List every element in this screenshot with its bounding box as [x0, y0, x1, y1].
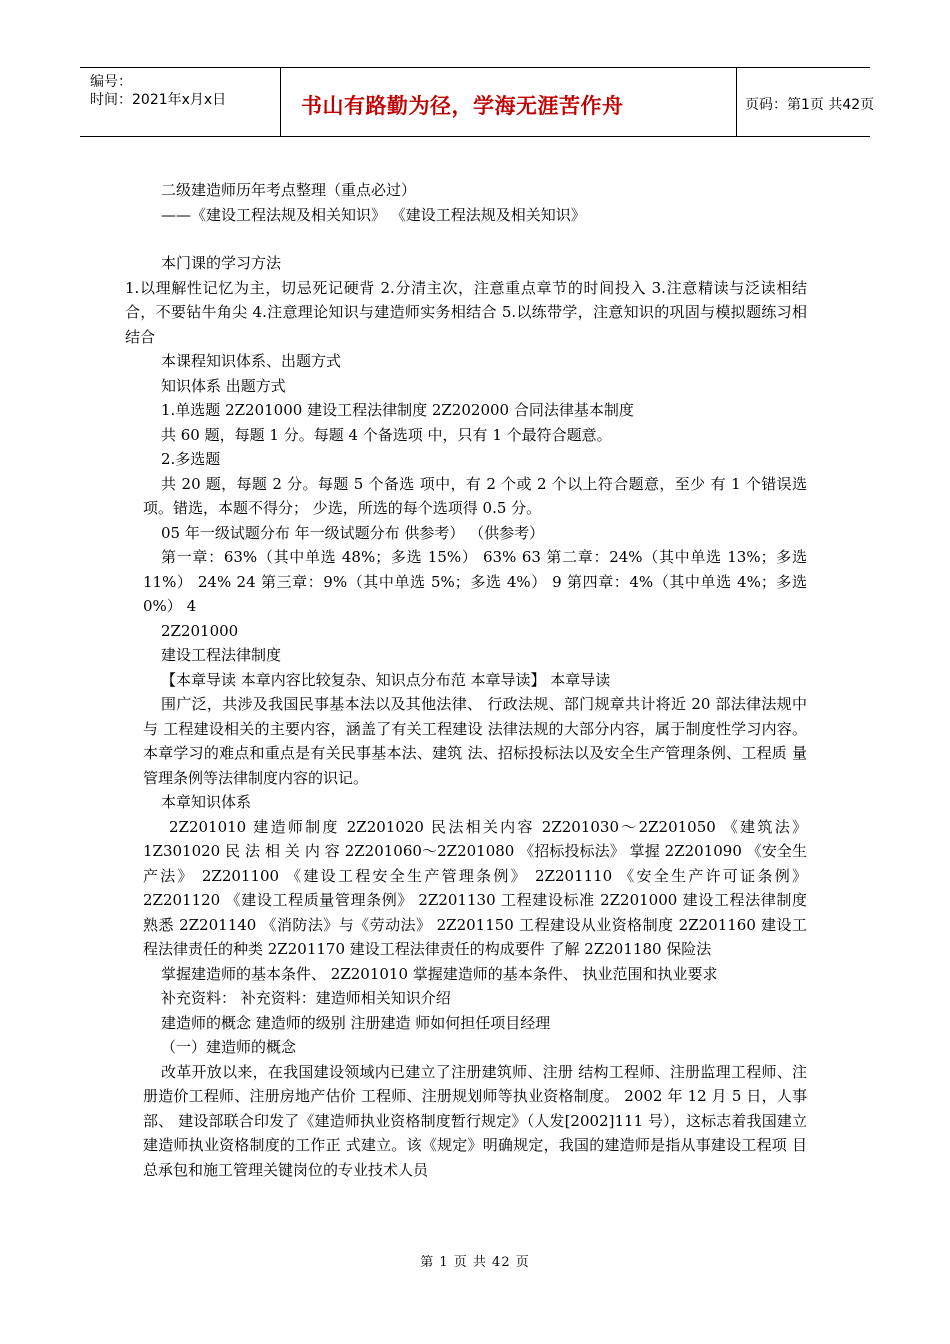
paragraph: 2Z201010 建造师制度 2Z201020 民法相关内容 2Z201030～2Z201050 《建筑法》 1Z301020 民 法 相 关 内 容 2Z201060～2Z201080 《招标投标法》 掌握 2Z201090 《安全生产法》 2Z201100 《建设工程安全生产管理条例》 2Z201110 《安全生产许可证条例》 2Z201120 《建设工程质量管理条例》 2Z201130 工程建设标准 2Z201000 建设工程法律制度 熟悉 2Z201140 《消防法》与《劳动法》 2Z201150 工程建设从业资格制度 2Z201160 建设工程法律责任的种类 2Z201170 建设工程法律责任的构成要件 了解 2Z201180 保险法 — [143, 817, 807, 958]
header-page-info: 页码：第1页 共42页 — [745, 97, 875, 113]
paragraph: 05 年一级试题分布 年一级试题分布 供参考） （供参考） — [161, 523, 545, 542]
paragraph: 本门课的学习方法 — [161, 254, 282, 272]
spacer — [143, 227, 807, 251]
paragraph: 掌握建造师的基本条件、 2Z201010 掌握建造师的基本条件、 执业范围和执业要求 — [161, 964, 718, 983]
paragraph: 建造师的概念 建造师的级别 注册建造 师如何担任项目经理 — [161, 1013, 551, 1032]
paragraph: 改革开放以来，在我国建设领域内已建立了注册建筑师、注册 结构工程师、注册监理工程师、注册造价工程师、注册房地产估价 工程师、注册规划师等执业资格制度。 2002 年 12 月 5 日，人事部、 建设部联合印发了《建造师执业资格制度暂行规定》（人发[2002]111 号），这标志着我国建立建造师执业资格制度的工作正 式建立。该《规定》明确规定，我国的建造师是指从事建设工程项 目总承包和施工管理关键岗位的专业技术人员 — [143, 1062, 807, 1179]
doc-subtitle: ——《建设工程法规及相关知识》 《建设工程法规及相关知识》 — [161, 205, 586, 224]
paragraph: 1.单选题 2Z201000 建设工程法律制度 2Z202000 合同法律基本制度 — [161, 401, 634, 419]
page-footer: 第 1 页 共 42 页 — [420, 1255, 530, 1270]
paragraph: 补充资料： 补充资料：建造师相关知识介绍 — [161, 989, 451, 1007]
header-motto: 书山有路勤为径，学海无涯苦作舟 — [301, 94, 624, 118]
paragraph: 建设工程法律制度 — [161, 646, 282, 664]
paragraph: 知识体系 出题方式 — [161, 376, 286, 395]
paragraph: 2Z201000 — [161, 621, 239, 640]
paragraph: 共 60 题，每题 1 分。每题 4 个备选项 中，只有 1 个最符合题意。 — [161, 425, 612, 444]
paragraph: 本课程知识体系、出题方式 — [161, 352, 342, 370]
paragraph: 本章知识体系 — [161, 793, 252, 811]
paragraph: （一）建造师的概念 — [161, 1038, 297, 1056]
doc-title: 二级建造师历年考点整理（重点必过） — [161, 181, 417, 199]
paragraph: 1.以理解性记忆为主，切忌死记硬背 2.分清主次，注意重点章节的时间投入 3.注意精读与泛读相结合，不要钻牛角尖 4.注意理论知识与建造师实务相结合 5.以练带学，注意知识的巩固与模拟题练习相 结合 — [125, 278, 807, 346]
document-header — [80, 67, 875, 137]
doc-date-label: 时间：2021年x月x日 — [90, 92, 227, 108]
doc-number-label: 编号： — [90, 74, 132, 90]
header-meta-cell — [80, 68, 281, 136]
paragraph: 第一章：63%（其中单选 48%；多选 15%） 63% 63 第二章：24%（其中单选 13%；多选 11%） 24% 24 第三章：9%（其中单选 5%；多选 4%） 9 第四章：4%（其中单选 4%；多选 0%） 4 — [143, 548, 807, 615]
paragraph: 【本章导读 本章内容比较复杂、知识点分布范 本章导读】 本章导读 — [161, 670, 611, 689]
paragraph: 围广泛，共涉及我国民事基本法以及其他法律、 行政法规、部门规章共计将近 20 部法律法规中与 工程建设相关的主要内容，涵盖了有关工程建设 法律法规的大部分内容，属于制度性学习内容。 本章学习的难点和重点是有关民事基本法、建筑 法、招标投标法以及安全生产管理条例、工程质 量管理条例等法律制度内容的识记。 — [143, 695, 807, 787]
header-motto-cell — [281, 68, 737, 136]
paragraph: 共 20 题，每题 2 分。每题 5 个备选 项中，有 2 个或 2 个以上符合题意，至少 有 1 个错误选项。错选，本题不得分； 少选，所选的每个选项得 0.5 分。 — [143, 474, 807, 517]
paragraph: 2.多选题 — [161, 450, 221, 468]
header-page-cell — [737, 68, 875, 136]
document-body — [125, 178, 807, 1182]
